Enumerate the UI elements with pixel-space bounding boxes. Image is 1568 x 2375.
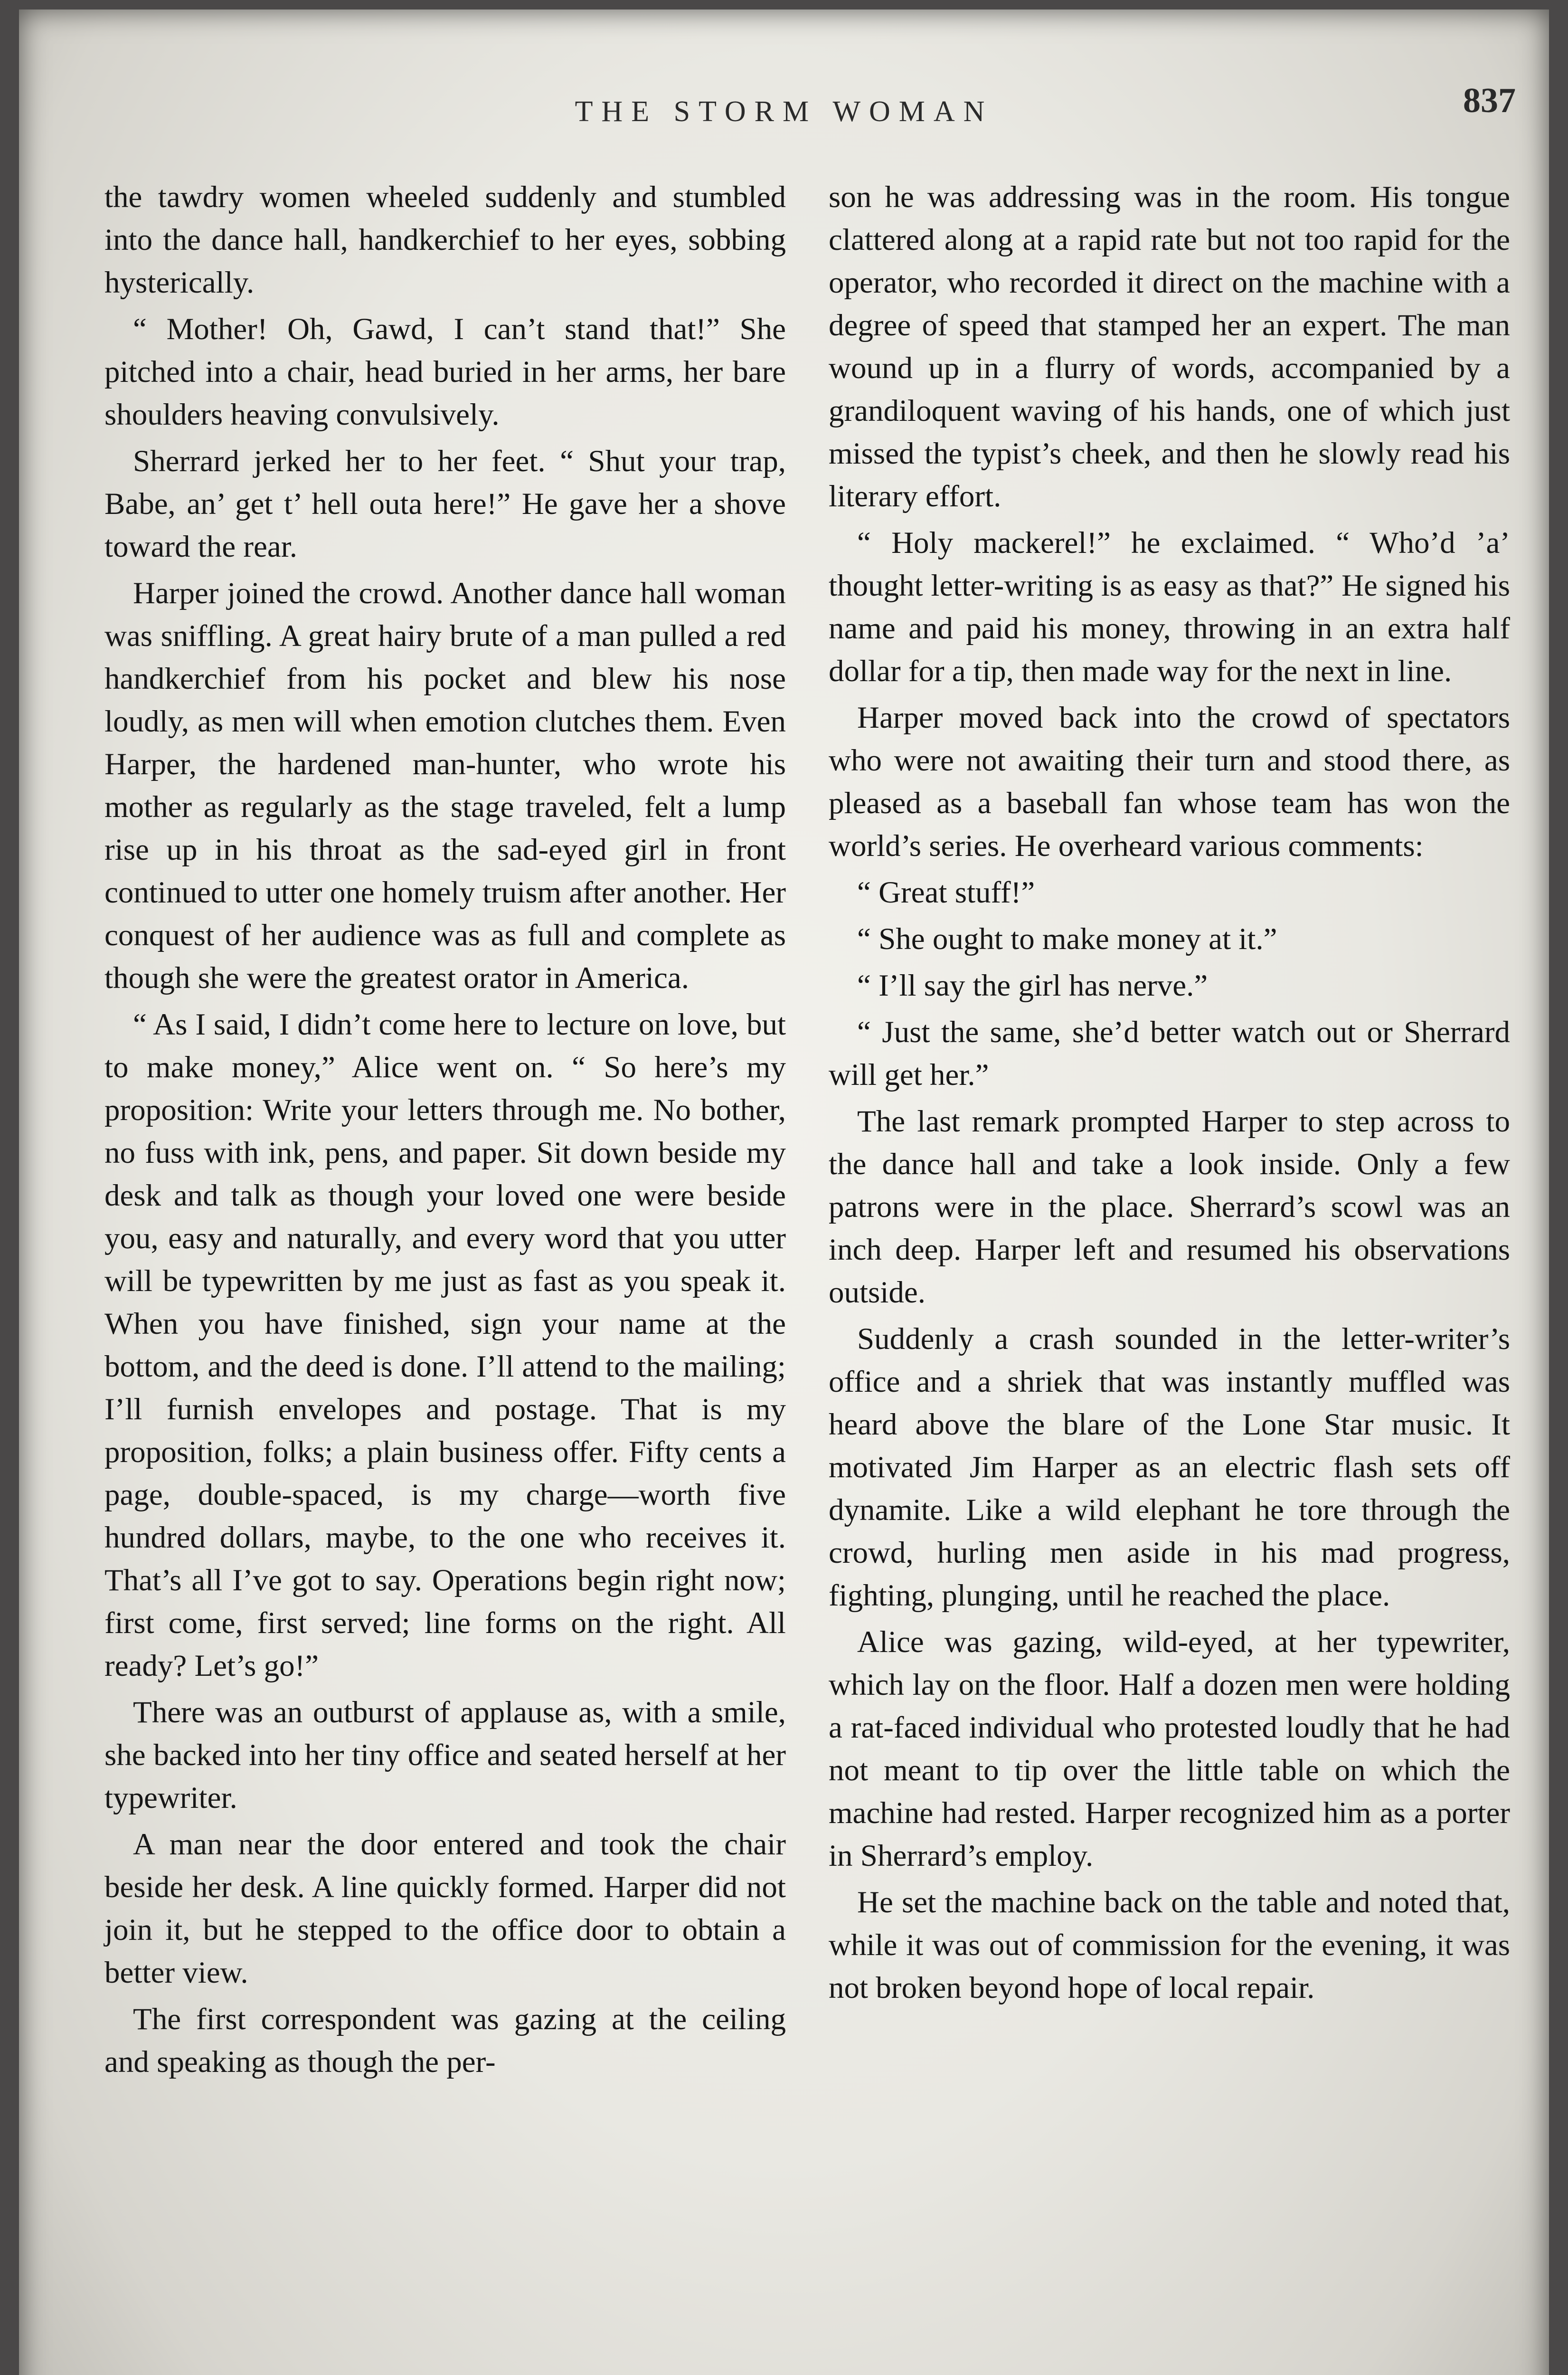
paragraph: “ She ought to make money at it.”: [857, 922, 1277, 956]
text-columns: [104, 176, 1510, 2375]
paragraph: Suddenly a crash sounded in the letter-writer’s office and a shriek that was instantly muffled was heard above the blare of the Lone Star music. It motivated Jim Harper as an electric flash sets off dynamite. Like a wild elephant he tore through the crowd, hurling men aside in his mad progress, fighting, plunging, until he reached the place.: [829, 1322, 1510, 1613]
paragraph: A man near the door entered and took the chair beside her desk. A line quickly formed. Harper did not join it, but he stepped to the office door to obtain a better view.: [104, 1827, 786, 1990]
paragraph: “ Mother! Oh, Gawd, I can’t stand that!” She pitched into a chair, head buried in her arms, her bare shoulders heaving convulsively.: [104, 312, 786, 432]
paragraph: “ Great stuff!”: [857, 875, 1035, 910]
paragraph: The first correspondent was gazing at the ceiling and speaking as though the per-: [104, 2002, 786, 2079]
running-title: THE STORM WOMAN: [575, 95, 993, 128]
paragraph: “ Just the same, she’d better watch out or Sherrard will get her.”: [829, 1015, 1510, 1092]
paragraph: Harper joined the crowd. Another dance hall woman was sniffling. A great hairy brute of a man pulled a red handkerchief from his pocket and blew his nose loudly, as men will when emotion clutches them. Even Harper, the hardened man-hunter, who wrote his mother as regularly as the stage traveled, felt a lump rise up in his throat as the sad-eyed girl in front continued to utter one homely truism after another. Her conquest of her audience was as full and complete as though she were the greatest orator in America.: [104, 576, 786, 995]
paragraph: Harper moved back into the crowd of spectators who were not awaiting their turn and stood there, as pleased as a baseball fan whose team has won the world’s series. He overheard various comments:: [829, 701, 1510, 863]
paragraph: The last remark prompted Harper to step across to the dance hall and take a look inside. Only a few patrons were in the place. Sherrard’s scowl was an inch deep. Harper left and resumed his observations outside.: [829, 1104, 1510, 1310]
right-column: [829, 176, 1510, 2375]
paragraph: He set the machine back on the table and noted that, while it was out of commission for the evening, it was not broken beyond hope of local repair.: [829, 1885, 1510, 2005]
magazine-page: [19, 10, 1549, 2375]
page-header: [19, 81, 1549, 138]
paragraph: “ Holy mackerel!” he exclaimed. “ Who’d ’a’ thought letter-writing is as easy as that?” He signed his name and paid his money, throwing in an extra half dollar for a tip, then made way for the next in line.: [829, 526, 1510, 688]
left-column: [104, 176, 786, 2375]
paragraph: There was an outburst of applause as, with a smile, she backed into her tiny office and seated herself at her typewriter.: [104, 1695, 786, 1815]
paragraph: son he was addressing was in the room. His tongue clattered along at a rapid rate but not too rapid for the operator, who recorded it direct on the machine with a degree of speed that stamped her an expert. The man wound up in a flurry of words, accompanied by a grandiloquent waving of his hands, one of which just missed the typist’s cheek, and then he slowly read his literary effort.: [829, 180, 1510, 513]
paragraph: Sherrard jerked her to her feet. “ Shut your trap, Babe, an’ get t’ hell outa here!” He gave her a shove toward the rear.: [104, 444, 786, 564]
page-number: 837: [1463, 81, 1516, 120]
paragraph: “ As I said, I didn’t come here to lecture on love, but to make money,” Alice went on. “ So here’s my proposition: Write your letters through me. No bother, no fuss with ink, pens, and paper. Sit down beside my desk and talk as though your loved one were beside you, easy and naturally, and every word that you utter will be typewritten by me just as fast as you speak it. When you have finished, sign your name at the bottom, and the deed is done. I’ll attend to the mailing; I’ll furnish envelopes and postage. That is my proposition, folks; a plain business offer. Fifty cents a page, double-spaced, is my charge—worth five hundred dollars, maybe, to the one who receives it. That’s all I’ve got to say. Operations begin right now; first come, first served; line forms on the right. All ready? Let’s go!”: [104, 1007, 786, 1683]
paragraph: “ I’ll say the girl has nerve.”: [857, 969, 1208, 1003]
paragraph: the tawdry women wheeled suddenly and stumbled into the dance hall, handkerchief to her eyes, sobbing hysterically.: [104, 180, 786, 300]
paragraph: Alice was gazing, wild-eyed, at her typewriter, which lay on the floor. Half a dozen men were holding a rat-faced individual who protested loudly that he had not meant to tip over the little table on which the machine had rested. Harper recognized him as a porter in Sherrard’s employ.: [829, 1625, 1510, 1873]
